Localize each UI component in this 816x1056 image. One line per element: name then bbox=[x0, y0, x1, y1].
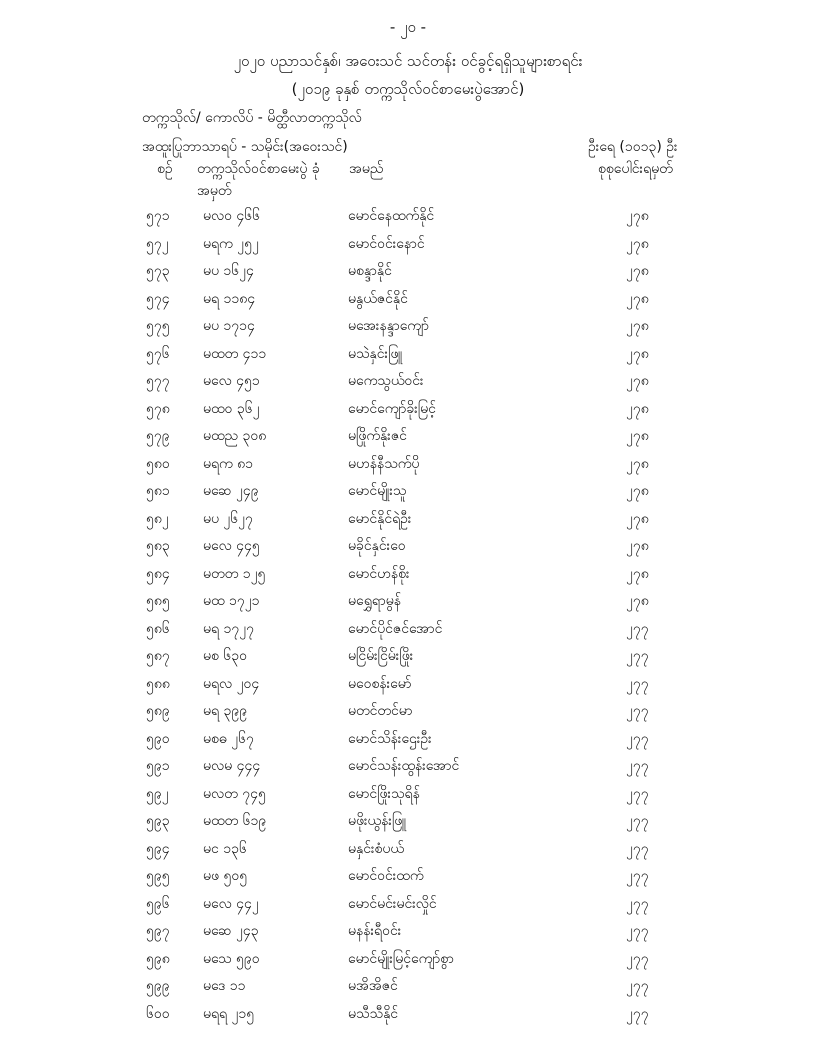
table-row bbox=[0, 340, 816, 368]
student-name-cell: မောင်ဖြိုးသုရိန် bbox=[348, 785, 420, 802]
total-score-cell: ၂၇၈ bbox=[626, 483, 649, 499]
student-name-cell: မောင်ပိုင်ဇင်အောင် bbox=[348, 620, 443, 637]
serial-no-cell: ၅၉၅ bbox=[146, 868, 170, 884]
table-row bbox=[0, 202, 816, 230]
total-score-cell: ၂၇၈ bbox=[626, 538, 649, 554]
student-name-cell: မောင်ကျော်ခိုးမြင့် bbox=[348, 400, 436, 417]
total-score-cell: ၂၇၇ bbox=[626, 1005, 649, 1022]
serial-no-cell: ၆၀၀ bbox=[146, 1005, 170, 1022]
table-row bbox=[0, 230, 816, 258]
total-score-cell: ၂၇၈ bbox=[626, 345, 649, 362]
total-score-cell: ၂၇၇ bbox=[626, 923, 649, 939]
table-row bbox=[0, 422, 816, 450]
student-name-cell: မောင်သန်းထွန်းအောင် bbox=[348, 758, 460, 774]
total-score-cell: ၂၇၇ bbox=[626, 648, 649, 664]
roll-number-cell: မရရ ၂၁၅ bbox=[203, 1005, 255, 1022]
serial-no-cell: ၅၇၇ bbox=[146, 373, 170, 389]
roll-number-cell: မထဝ ၃၆၂ bbox=[203, 400, 260, 417]
total-score-cell: ၂၇၈ bbox=[626, 318, 649, 334]
table-row bbox=[0, 285, 816, 313]
total-score-cell: ၂၇၇ bbox=[626, 978, 649, 994]
serial-no-cell: ၅၉၁ bbox=[146, 758, 170, 774]
student-name-cell: မသဲနှင်းဖြူ bbox=[348, 345, 403, 362]
header-serial-no: စဉ် bbox=[157, 161, 173, 177]
roll-number-cell: မရက ၂၅၂ bbox=[203, 235, 259, 252]
table-row bbox=[0, 477, 816, 505]
roll-number-cell: မရလ ၂၀၄ bbox=[203, 675, 260, 692]
table-row bbox=[0, 395, 816, 423]
serial-no-cell: ၅၉၉ bbox=[146, 978, 170, 994]
total-score-cell: ၂၇၇ bbox=[626, 813, 649, 829]
serial-no-cell: ၅၉၇ bbox=[146, 923, 170, 939]
student-name-cell: မောင်နေထက်နိုင် bbox=[348, 208, 435, 224]
table-row bbox=[0, 1000, 816, 1028]
total-score-cell: ၂၇၈ bbox=[626, 455, 649, 472]
roll-number-cell: မဆေ ၂၄၃ bbox=[203, 923, 259, 939]
total-score-cell: ၂၇၈ bbox=[626, 593, 649, 609]
total-score-cell: ၂၇၇ bbox=[626, 868, 649, 884]
student-name-cell: မတင်တင်မာ bbox=[348, 703, 413, 719]
serial-no-cell: ၅၈၃ bbox=[146, 538, 170, 554]
serial-no-cell: ၅၈၆ bbox=[146, 620, 170, 637]
student-name-cell: မအေးနန္ဒာကျော် bbox=[348, 318, 429, 334]
total-score-cell: ၂၇၇ bbox=[626, 840, 649, 857]
serial-no-cell: ၅၇၈ bbox=[146, 400, 170, 417]
table-row bbox=[0, 697, 816, 725]
page-number: - ၂၀ - bbox=[389, 18, 427, 36]
roll-number-cell: မလမ ၄၄၄ bbox=[203, 758, 261, 774]
serial-no-cell: ၅၈၂ bbox=[146, 510, 169, 527]
total-score-cell: ၂၇၇ bbox=[626, 895, 649, 912]
roll-number-cell: မဒေ ၁၁ bbox=[203, 978, 246, 994]
total-score-cell: ၂၇၇ bbox=[626, 950, 649, 967]
roll-number-cell: မဖ ၅၀၅ bbox=[203, 868, 248, 884]
roll-number-cell: မလေ ၄၅၁ bbox=[203, 373, 260, 389]
student-name-cell: မောင်ဝင်းနောင် bbox=[348, 235, 425, 252]
student-list bbox=[0, 202, 816, 1027]
total-score-cell: ၂၇၇ bbox=[626, 758, 649, 774]
student-name-cell: မနွယ်ဇင်နိုင် bbox=[348, 290, 408, 307]
table-row bbox=[0, 257, 816, 285]
roll-number-cell: မလေ ၄၄၅ bbox=[203, 538, 260, 554]
table-row bbox=[0, 890, 816, 918]
student-name-cell: မဖိုးယွန်းဖြူ bbox=[348, 813, 407, 829]
total-score-cell: ၂၇၇ bbox=[626, 675, 649, 692]
serial-no-cell: ၅၉၄ bbox=[146, 840, 170, 857]
table-row bbox=[0, 312, 816, 340]
serial-no-cell: ၅၉၆ bbox=[146, 895, 170, 912]
serial-no-cell: ၅၈၀ bbox=[146, 455, 170, 472]
table-row bbox=[0, 642, 816, 670]
student-name-cell: မောင်မင်းမင်းလှိုင် bbox=[348, 895, 437, 912]
student-name-cell: မကေသွယ်ဝင်း bbox=[348, 373, 424, 389]
roll-number-cell: မပ ၂၆၂၇ bbox=[203, 510, 253, 527]
serial-no-cell: ၅၇၉ bbox=[146, 428, 170, 444]
student-name-cell: မဟန်နီသက်ပို bbox=[348, 455, 420, 472]
table-row bbox=[0, 505, 816, 533]
student-name-cell: မောင်နိုင်ရဲဦး bbox=[348, 510, 412, 527]
student-name-cell: မောင်မျိုးမြင့်ကျော်စွာ bbox=[348, 950, 454, 967]
roll-number-cell: မပ ၁၇၁၄ bbox=[203, 318, 255, 334]
serial-no-cell: ၅၉၈ bbox=[146, 950, 170, 967]
student-name-cell: မဝေစန်းမော် bbox=[348, 675, 412, 692]
header-roll-number: တက္ကသိုလ်ဝင်စာမေးပွဲ ခုံအမှတ် bbox=[197, 161, 320, 199]
table-row bbox=[0, 532, 816, 560]
serial-no-cell: ၅၈၉ bbox=[146, 703, 170, 719]
student-name-cell: မငြိမ်းငြိမ်းဖြိုး bbox=[348, 648, 414, 664]
university-line: တက္ကသိုလ်/ ကောလိပ် - မိတ္ထီလာတက္ကသိုလ် bbox=[142, 110, 362, 126]
table-row bbox=[0, 615, 816, 643]
table-row bbox=[0, 807, 816, 835]
roll-number-cell: မလေ ၄၄၂ bbox=[203, 895, 259, 912]
total-score-cell: ၂၇၇ bbox=[626, 620, 649, 637]
serial-no-cell: ၅၇၃ bbox=[146, 263, 170, 279]
roll-number-cell: မထတ ၆၁၉ bbox=[203, 813, 267, 829]
serial-no-cell: ၅၉၂ bbox=[146, 785, 169, 802]
roll-number-cell: မရ ၁၁၈၄ bbox=[203, 290, 256, 307]
roll-number-cell: မစ ၆၃၀ bbox=[203, 648, 247, 664]
roll-number-cell: မလဝ ၄၆၆ bbox=[203, 208, 261, 224]
roll-number-cell: မရက ၈၁ bbox=[203, 455, 254, 472]
table-row bbox=[0, 670, 816, 698]
roll-number-cell: မထ ၁၇၂၁ bbox=[203, 593, 260, 609]
table-row bbox=[0, 917, 816, 945]
total-score-cell: ၂၇၇ bbox=[626, 703, 649, 719]
roll-number-cell: မလတ ၇၄၅ bbox=[203, 785, 266, 802]
header-total-score: စုစုပေါင်းရမှတ် bbox=[598, 161, 673, 177]
serial-no-cell: ၅၇၆ bbox=[146, 345, 170, 362]
total-score-cell: ၂၇၈ bbox=[626, 290, 649, 307]
table-row bbox=[0, 835, 816, 863]
student-name-cell: မောင်သိန်းဌေးဦး bbox=[348, 730, 432, 747]
table-row bbox=[0, 972, 816, 1000]
table-row bbox=[0, 780, 816, 808]
student-name-cell: မဖြိုက်နိုးဇင် bbox=[348, 428, 407, 444]
table-row bbox=[0, 560, 816, 588]
major-line: အထူးပြုဘာသာရပ် - သမိုင်း(အဝေးသင်) bbox=[142, 139, 348, 155]
serial-no-cell: ၅၇၄ bbox=[146, 290, 170, 307]
student-name-cell: မခိုင်နှင်းဝေ bbox=[348, 538, 406, 554]
student-name-cell: မောင်ဟန်စိုး bbox=[348, 565, 410, 582]
serial-no-cell: ၅၉၃ bbox=[146, 813, 170, 829]
total-score-cell: ၂၇၈ bbox=[626, 208, 649, 224]
serial-no-cell: ၅၇၂ bbox=[146, 235, 169, 252]
roll-number-cell: မစဓ ၂၆၇ bbox=[203, 730, 254, 747]
serial-no-cell: ၅၈၅ bbox=[146, 593, 170, 609]
serial-no-cell: ၅၇၅ bbox=[146, 318, 170, 334]
roll-number-cell: မထည ၃၀၈ bbox=[203, 428, 267, 444]
headcount-note: ဦးရေ (၁၀၁၃) ဦး bbox=[588, 139, 678, 155]
document-title: ၂၀၂၀ ပညာသင်နှစ်၊ အဝေးသင် သင်တန်း ဝင်ခွင့်ရရှိသူများစာရင်း bbox=[233, 52, 583, 70]
total-score-cell: ၂၇၈ bbox=[626, 400, 649, 417]
student-name-cell: မောင်မျိုးသူ bbox=[348, 483, 407, 499]
document-subtitle: (၂၀၁၉ ခုနှစ် တက္ကသိုလ်ဝင်စာမေးပွဲအောင်) bbox=[291, 80, 525, 98]
roll-number-cell: မဆေ ၂၄၉ bbox=[203, 483, 259, 499]
table-row bbox=[0, 725, 816, 753]
student-name-cell: မသီသီနိုင် bbox=[348, 1005, 399, 1022]
roll-number-cell: မရ ၁၇၂၇ bbox=[203, 620, 254, 637]
serial-no-cell: ၅၈၁ bbox=[146, 483, 170, 499]
roll-number-cell: မထတ ၄၁၁ bbox=[203, 345, 267, 362]
total-score-cell: ၂၇၈ bbox=[626, 565, 649, 582]
table-row bbox=[0, 862, 816, 890]
roll-number-cell: မသေ ၅၉၀ bbox=[203, 950, 260, 967]
total-score-cell: ၂၇၈ bbox=[626, 235, 649, 252]
table-row bbox=[0, 587, 816, 615]
total-score-cell: ၂၇၈ bbox=[626, 263, 649, 279]
serial-no-cell: ၅၈၈ bbox=[146, 675, 170, 692]
serial-no-cell: ၅၇၁ bbox=[146, 208, 170, 224]
roll-number-cell: မတတ ၁၂၅ bbox=[203, 565, 266, 582]
header-name: အမည် bbox=[349, 161, 384, 177]
serial-no-cell: ၅၉၀ bbox=[146, 730, 170, 747]
serial-no-cell: ၅၈၇ bbox=[146, 648, 170, 664]
table-row bbox=[0, 450, 816, 478]
total-score-cell: ၂၇၇ bbox=[626, 730, 649, 747]
roll-number-cell: မင ၁၃၆ bbox=[203, 840, 247, 857]
student-name-cell: မနန်းရီဝင်း bbox=[348, 923, 402, 939]
table-row bbox=[0, 367, 816, 395]
student-name-cell: မရွှေရာမွန် bbox=[348, 593, 401, 609]
serial-no-cell: ၅၈၄ bbox=[146, 565, 170, 582]
student-name-cell: မအိအိဇင် bbox=[348, 978, 398, 994]
roll-number-cell: မပ ၁၆၂၄ bbox=[203, 263, 254, 279]
table-row bbox=[0, 945, 816, 973]
student-name-cell: မစန္ဒာနိုင် bbox=[348, 263, 392, 279]
total-score-cell: ၂၇၈ bbox=[626, 373, 649, 389]
table-row bbox=[0, 752, 816, 780]
roll-number-cell: မရ ၃၉၉ bbox=[203, 703, 248, 719]
total-score-cell: ၂၇၇ bbox=[626, 785, 649, 802]
student-name-cell: မောင်ဝင်းထက် bbox=[348, 868, 424, 884]
student-name-cell: မနှင်းစံပယ် bbox=[348, 840, 404, 857]
total-score-cell: ၂၇၈ bbox=[626, 428, 649, 444]
total-score-cell: ၂၇၈ bbox=[626, 510, 649, 527]
